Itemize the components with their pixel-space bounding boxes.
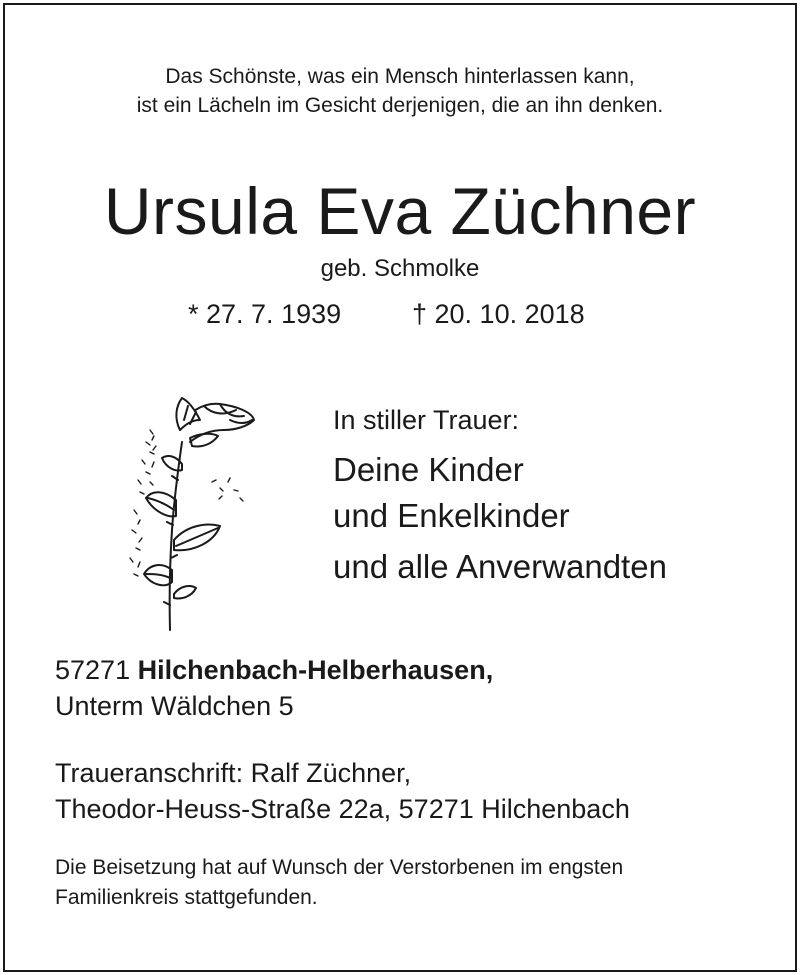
birth-date: * 27. 7. 1939 <box>188 299 342 329</box>
mourner-line-relatives: und alle Anverwandten <box>333 548 667 585</box>
maiden-name: geb. Schmolke <box>320 255 480 282</box>
address-line-1 <box>55 653 493 687</box>
postal-code: 57271 <box>55 655 131 685</box>
burial-note-line-2: Familienkreis stattgefunden. <box>55 886 318 909</box>
address-street: Unterm Wäldchen 5 <box>55 691 294 721</box>
mourner-line-grandchildren: und Enkelkinder <box>333 497 570 534</box>
condolence-address-line-2: Theodor-Heuss-Straße 22a, 57271 Hilchenbach <box>55 794 630 824</box>
quote-line-2: ist ein Lächeln im Gesicht derjenigen, die an ihn denken. <box>136 94 664 117</box>
mourning-intro: In stiller Trauer: <box>333 405 520 435</box>
burial-note-line-1: Die Beisetzung hat auf Wunsch der Verstorbenen im engsten <box>55 856 624 879</box>
mourner-line-children: Deine Kinder <box>333 451 524 488</box>
condolence-address-line-1: Traueranschrift: Ralf Züchner, <box>55 758 412 788</box>
rose-icon <box>120 390 270 640</box>
death-date: † 20. 10. 2018 <box>412 299 585 329</box>
town-name: Hilchenbach-Helberhausen, <box>137 655 494 685</box>
deceased-name: Ursula Eva Züchner <box>103 174 697 248</box>
quote-line-1: Das Schönste, was ein Mensch hinterlassen kann, <box>165 65 635 88</box>
